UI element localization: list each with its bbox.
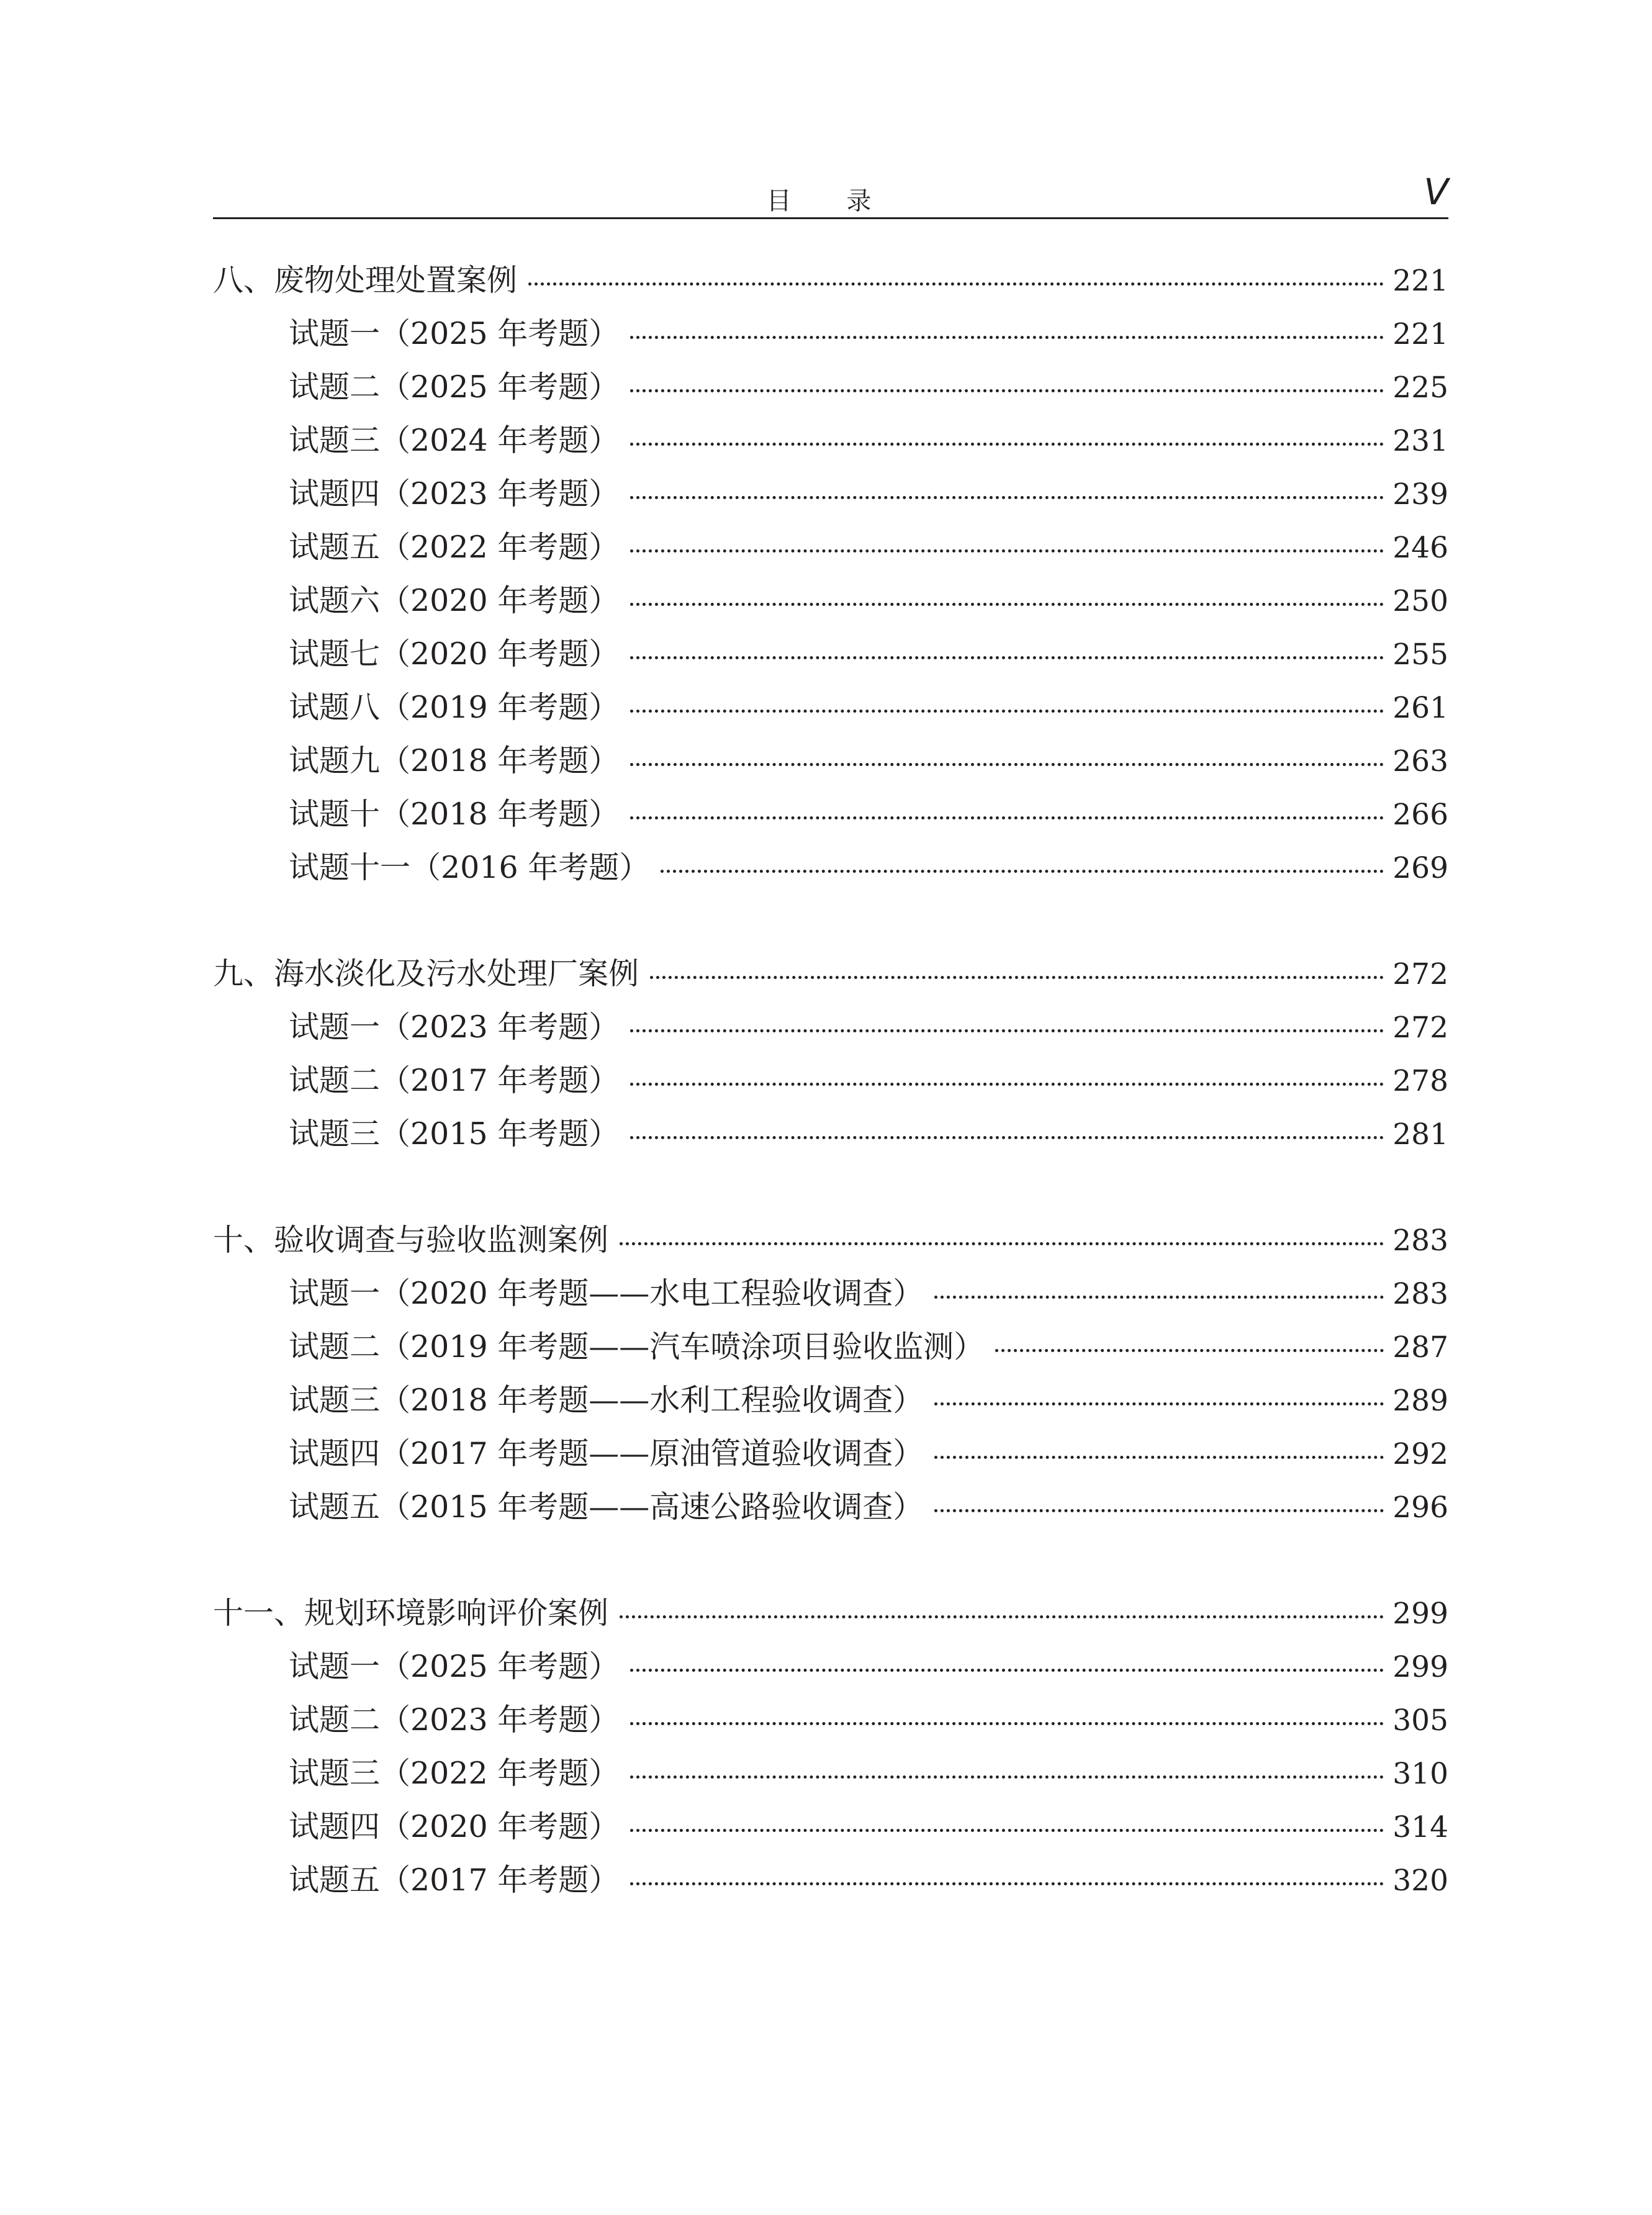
leader-dots (630, 1083, 1384, 1086)
chapter-page-number: 221 (1392, 264, 1448, 298)
item-title: 试题三（2022 年考题） (289, 1756, 620, 1791)
chapter-title: 十一、规划环境影响评价案例 (213, 1595, 609, 1631)
item-page-number: 250 (1392, 584, 1448, 618)
item-title: 试题五（2017 年考题） (289, 1862, 620, 1898)
toc-item-entry[interactable] (213, 1430, 1448, 1483)
item-page-number: 269 (1392, 851, 1448, 885)
toc-item-entry[interactable] (213, 1856, 1448, 1910)
item-title: 试题二（2025 年考题） (289, 369, 620, 405)
leader-dots (630, 1882, 1384, 1885)
leader-dots (630, 1722, 1384, 1725)
item-page-number: 310 (1392, 1757, 1448, 1791)
chapter-page-number: 299 (1392, 1597, 1448, 1631)
item-title: 试题一（2025 年考题） (289, 316, 620, 351)
leader-dots (630, 816, 1384, 819)
leader-dots (630, 336, 1384, 339)
page-header (213, 168, 1448, 217)
toc-chapter-entry[interactable] (213, 256, 1448, 310)
item-page-number: 225 (1392, 371, 1448, 405)
toc-chapter-entry[interactable] (213, 950, 1448, 1003)
item-page-number: 263 (1392, 744, 1448, 778)
toc-section (213, 1216, 1448, 1536)
item-page-number: 221 (1392, 317, 1448, 351)
item-title: 试题十（2018 年考题） (289, 796, 620, 832)
item-title: 试题四（2017 年考题——原油管道验收调查） (289, 1436, 924, 1471)
chapter-title: 八、废物处理处置案例 (213, 263, 518, 298)
toc-item-entry[interactable] (213, 1057, 1448, 1110)
leader-dots (630, 763, 1384, 766)
chapter-page-number: 283 (1392, 1224, 1448, 1258)
leader-dots (630, 389, 1384, 392)
item-page-number: 296 (1392, 1491, 1448, 1525)
leader-dots (934, 1402, 1384, 1405)
toc-item-entry[interactable] (213, 310, 1448, 363)
item-title: 试题八（2019 年考题） (289, 690, 620, 725)
chapter-title: 十、验收调查与验收监测案例 (213, 1222, 609, 1258)
item-page-number: 320 (1392, 1864, 1448, 1898)
leader-dots (995, 1349, 1384, 1352)
item-page-number: 266 (1392, 798, 1448, 832)
item-page-number: 292 (1392, 1437, 1448, 1471)
toc-item-entry[interactable] (213, 577, 1448, 630)
toc-chapter-entry[interactable] (213, 1589, 1448, 1643)
leader-dots (934, 1509, 1384, 1512)
leader-dots (630, 656, 1384, 659)
leader-dots (661, 870, 1384, 873)
item-title: 试题十一（2016 年考题） (289, 850, 650, 885)
item-page-number: 231 (1392, 424, 1448, 458)
item-page-number: 255 (1392, 638, 1448, 672)
toc-item-entry[interactable] (213, 790, 1448, 844)
item-title: 试题三（2024 年考题） (289, 423, 620, 458)
item-page-number: 283 (1392, 1277, 1448, 1311)
leader-dots (528, 282, 1384, 286)
item-page-number: 287 (1392, 1330, 1448, 1365)
item-title: 试题七（2020 年考题） (289, 636, 620, 672)
leader-dots (630, 1775, 1384, 1779)
item-title: 试题一（2020 年考题——水电工程验收调查） (289, 1276, 924, 1311)
item-title: 试题二（2023 年考题） (289, 1702, 620, 1738)
item-title: 试题五（2022 年考题） (289, 530, 620, 565)
toc-item-entry[interactable] (213, 1323, 1448, 1376)
item-title: 试题一（2025 年考题） (289, 1649, 620, 1684)
leader-dots (630, 603, 1384, 606)
leader-dots (620, 1615, 1384, 1618)
toc-item-entry[interactable] (213, 1110, 1448, 1163)
item-title: 试题二（2017 年考题） (289, 1063, 620, 1098)
leader-dots (934, 1456, 1384, 1459)
header-page-numeral: V (1424, 171, 1448, 213)
toc-chapter-entry[interactable] (213, 1216, 1448, 1270)
item-title: 试题一（2023 年考题） (289, 1009, 620, 1045)
item-page-number: 305 (1392, 1703, 1448, 1738)
toc-item-entry[interactable] (213, 1003, 1448, 1057)
leader-dots (630, 710, 1384, 713)
item-page-number: 272 (1392, 1011, 1448, 1045)
toc-item-entry[interactable] (213, 630, 1448, 683)
toc-section (213, 950, 1448, 1163)
item-page-number: 261 (1392, 691, 1448, 725)
toc-item-entry[interactable] (213, 1803, 1448, 1856)
leader-dots (630, 1669, 1384, 1672)
toc-item-entry[interactable] (213, 417, 1448, 470)
toc-item-entry[interactable] (213, 1483, 1448, 1536)
leader-dots (630, 496, 1384, 499)
item-title: 试题三（2015 年考题） (289, 1116, 620, 1152)
toc-item-entry[interactable] (213, 1643, 1448, 1696)
item-title: 试题六（2020 年考题） (289, 583, 620, 618)
leader-dots (630, 1829, 1384, 1832)
toc-item-entry[interactable] (213, 737, 1448, 790)
toc-section (213, 256, 1448, 897)
item-page-number: 278 (1392, 1064, 1448, 1098)
toc-item-entry[interactable] (213, 844, 1448, 897)
toc-item-entry[interactable] (213, 683, 1448, 737)
leader-dots (650, 976, 1384, 979)
leader-dots (620, 1242, 1384, 1245)
item-page-number: 299 (1392, 1650, 1448, 1684)
item-page-number: 289 (1392, 1384, 1448, 1418)
table-of-contents (213, 256, 1448, 1962)
toc-item-entry[interactable] (213, 1696, 1448, 1749)
item-title: 试题二（2019 年考题——汽车喷涂项目验收监测） (289, 1329, 985, 1365)
leader-dots (630, 1029, 1384, 1032)
chapter-title: 九、海水淡化及污水处理厂案例 (213, 956, 639, 991)
item-title: 试题三（2018 年考题——水利工程验收调查） (289, 1383, 924, 1418)
header-rule (213, 217, 1448, 219)
toc-item-entry[interactable] (213, 470, 1448, 523)
item-page-number: 246 (1392, 531, 1448, 565)
chapter-page-number: 272 (1392, 957, 1448, 991)
item-title: 试题五（2015 年考题——高速公路验收调查） (289, 1489, 924, 1525)
header-title: 目 录 (766, 187, 895, 215)
item-title: 试题四（2023 年考题） (289, 476, 620, 512)
toc-item-entry[interactable] (213, 363, 1448, 417)
leader-dots (630, 549, 1384, 553)
item-title: 试题四（2020 年考题） (289, 1809, 620, 1844)
toc-item-entry[interactable] (213, 1376, 1448, 1430)
leader-dots (630, 1136, 1384, 1139)
toc-item-entry[interactable] (213, 1270, 1448, 1323)
item-page-number: 281 (1392, 1117, 1448, 1152)
toc-item-entry[interactable] (213, 523, 1448, 577)
item-page-number: 314 (1392, 1810, 1448, 1844)
toc-section (213, 1589, 1448, 1910)
toc-item-entry[interactable] (213, 1749, 1448, 1803)
leader-dots (630, 443, 1384, 446)
leader-dots (934, 1296, 1384, 1299)
item-page-number: 239 (1392, 477, 1448, 512)
item-title: 试题九（2018 年考题） (289, 743, 620, 778)
